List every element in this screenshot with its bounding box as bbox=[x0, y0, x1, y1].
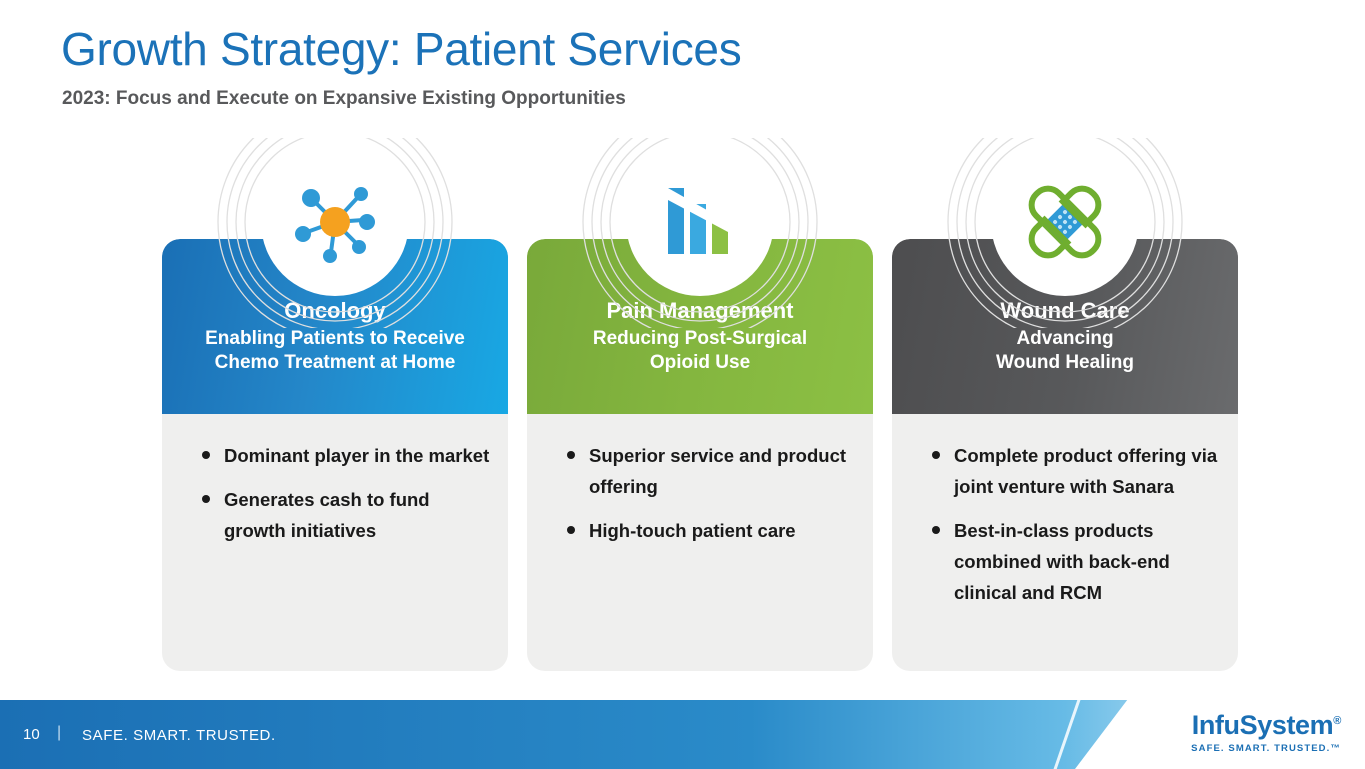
logo-tm-mark: ™ bbox=[1330, 743, 1341, 754]
footer-tagline: SAFE. SMART. TRUSTED. bbox=[82, 727, 276, 744]
card-pain-management bbox=[527, 239, 873, 671]
card-subtitle-line1: Advancing bbox=[1016, 327, 1114, 349]
card-header-wound-care bbox=[892, 239, 1238, 414]
card-oncology bbox=[162, 239, 508, 671]
card-subtitle-line2: Chemo Treatment at Home bbox=[214, 352, 456, 374]
card-title: Wound Care bbox=[1000, 298, 1130, 323]
list-item: Superior service and product offering bbox=[551, 440, 855, 502]
logo-name: InfuSystem bbox=[1191, 710, 1334, 740]
card-body-wound-care bbox=[892, 414, 1238, 608]
footer-slash-decoration bbox=[1052, 700, 1081, 769]
card-subtitle-line2: Opioid Use bbox=[649, 352, 751, 374]
card-subtitle-line2: Wound Healing bbox=[996, 352, 1134, 374]
bullet-list bbox=[916, 440, 1220, 608]
card-body-oncology bbox=[162, 414, 508, 546]
card-title: Oncology bbox=[284, 298, 386, 323]
list-item: Dominant player in the market bbox=[186, 440, 490, 471]
card-subtitle-line1: Enabling Patients to Receive bbox=[205, 327, 465, 349]
card-subtitle-line1: Reducing Post-Surgical bbox=[592, 327, 808, 349]
card-title: Pain Management bbox=[606, 298, 794, 323]
logo-tagline-text: SAFE. SMART. TRUSTED. bbox=[1191, 743, 1331, 754]
footer-bar bbox=[0, 700, 1365, 769]
page-subtitle: 2023: Focus and Execute on Expansive Existing Opportunities bbox=[62, 88, 626, 109]
card-header-oncology bbox=[162, 239, 508, 414]
list-item: Generates cash to fund growth initiatives bbox=[186, 484, 490, 546]
page-title: Growth Strategy: Patient Services bbox=[61, 23, 742, 75]
card-body-pain-management bbox=[527, 414, 873, 546]
logo-wordmark bbox=[1191, 712, 1341, 739]
page-number: 10 bbox=[23, 726, 40, 743]
columns-container bbox=[0, 138, 1365, 678]
card-header-pain-management bbox=[527, 239, 873, 414]
logo-registered-mark: ® bbox=[1333, 715, 1341, 727]
bullet-list bbox=[186, 440, 490, 546]
list-item: High-touch patient care bbox=[551, 515, 855, 546]
bullet-list bbox=[551, 440, 855, 546]
footer-divider: | bbox=[57, 724, 62, 741]
infusystem-logo bbox=[1191, 712, 1341, 754]
list-item: Complete product offering via joint venture with Sanara bbox=[916, 440, 1220, 502]
card-wound-care bbox=[892, 239, 1238, 671]
list-item: Best-in-class products combined with back-end clinical and RCM bbox=[916, 515, 1220, 608]
logo-tagline bbox=[1191, 743, 1341, 754]
